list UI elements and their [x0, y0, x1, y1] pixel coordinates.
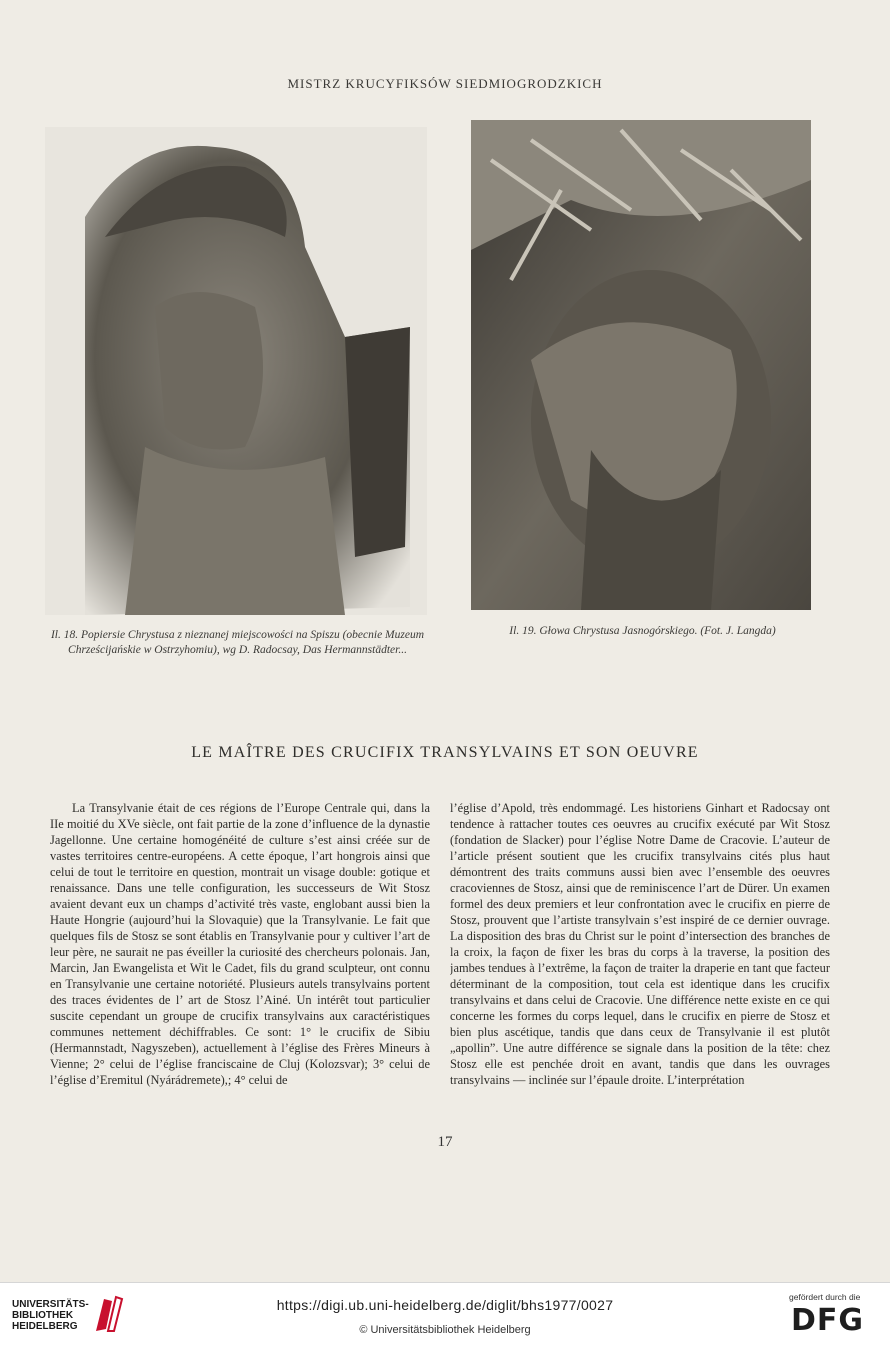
permalink-url[interactable]: https://digi.ub.uni-heidelberg.de/diglit/bhs1977/0027	[276, 1297, 614, 1313]
text-column-right: l’église d’Apold, très endommagé. Les historiens Ginhart et Radocsay ont tendence à rattacher toutes ces oeuvres au crucifix exécuté par Wit Stosz (fondation de Slacker) pour l’église Notre Dame de Cracovie. L’auteur de l’article présent soutient que les crucifix transylvains cités plus haut démontrent des traits communs aussi bien avec l’ensemble des oeuvres cracoviennes de Stosz, ainsi que de reminiscence l’art de Dürer. Un examen formel des deux premiers et leur confrontation avec le crucifix en pierre de Stosz, prouvent que l’artiste transylvain s’est inspiré de ce dernier ouvrage. La disposition des bras du Christ sur le point d’intersection des branches de la croix, la façon de fixer les bras du corps à la traverse, la position des jambes tendues à l’extrême, la façon de traiter la draperie en tant que facteur déterminant de la composition, tout cela est identique dans les crucifix transylvains et dans celui de Cracovie. Une différence nette existe en ce qui concerne les formes du corps lequel, dans le crucifix en pierre de Stosz et bien plus ascétique, tandis que dans ceux de Transylvanie il est plutôt „apollin”. Une autre différence se signale dans la position de la tête: chez Stosz elle est penchée droit en avant, tandis que dans les ouvrages transylvains — inclinée sur l’épaule droite. L’interprétation	[450, 801, 830, 1087]
christ-head-image	[471, 120, 811, 610]
running-head: MISTRZ KRUCYFIKSÓW SIEDMIOGRODZKICH	[287, 76, 603, 91]
article-title: LE MAÎTRE DES CRUCIFIX TRANSYLVAINS ET SON OEUVRE	[191, 744, 699, 761]
funding-note: gefördert durch die	[789, 1292, 861, 1302]
footer-bar	[0, 1282, 890, 1347]
copyright-notice: © Universitätsbibliothek Heidelberg	[359, 1324, 531, 1336]
figure-19-photo	[471, 120, 811, 610]
text-column-left: La Transylvanie était de ces régions de l’Europe Centrale qui, dans la IIe moitié du XVe siècle, ont fait partie de la zone d’influence de la dynastie Jagellonne. Une certaine homogénéité de culture s’est ainsi créée sur de vastes territoires centre-européens. A cette époque, l’art hongrois ainsi que celui de tout le territoire en question, montrait un visage double: gotique et renaissance. Dans une telle configuration, les successeurs de Wit Stosz avaient devant eux un champs d’activité très vaste, englobant aussi bien la Haute Hongrie (aujourd’hui la Slovaquie) que la Transylvanie. Le fait que quelques fils de Stosz se sont établis en Transylvanie pour y cultiver l’art de leur père, ne saurait ne pas éveiller la curiosité des chercheurs polonais. Jan, Marcin, Jan Ewangelista et Wit le Cadet, fils du grand sculpteur, ont connu en Transylvanie une certaine notoriété. Plusieurs autels transylvains portent des traces évidentes de l’ art de Stosz l’Ainé. Un intérêt tout particulier suscite cependant un groupe de crucifix transylvains aux caractéristiques communes nettement déchiffrables. Ce sont: 1° le crucifix de Sibiu (Hermannstadt, Nagyszeben), actuellement à l’église des Frères Mineurs à Vienne; 2° celui de l’église franciscaine de Cluj (Kolozsvar); 3° celui de l’église d’Eremitul (Nyárádremete),; 4° celui de	[50, 801, 430, 1087]
figure-19-caption: Il. 19. Głowa Chrystusa Jasnogórskiego. (Fot. J. Langda)	[509, 625, 776, 637]
page-number: 17	[437, 1134, 453, 1150]
library-name: UNIVERSITÄTS- BIBLIOTHEK HEIDELBERG	[12, 1299, 89, 1332]
figure-18-caption: Il. 18. Popiersie Chrystusa z nieznanej miejscowości na Spiszu (obecnie Muzeum Chrześcijańskie w Ostrzyhomiu), wg D. Radocsay, Das Hermannstädter...	[50, 629, 425, 656]
dfg-logo: DFG	[791, 1303, 865, 1338]
figure-18-photo	[45, 127, 427, 615]
christ-bust-image	[45, 127, 427, 615]
